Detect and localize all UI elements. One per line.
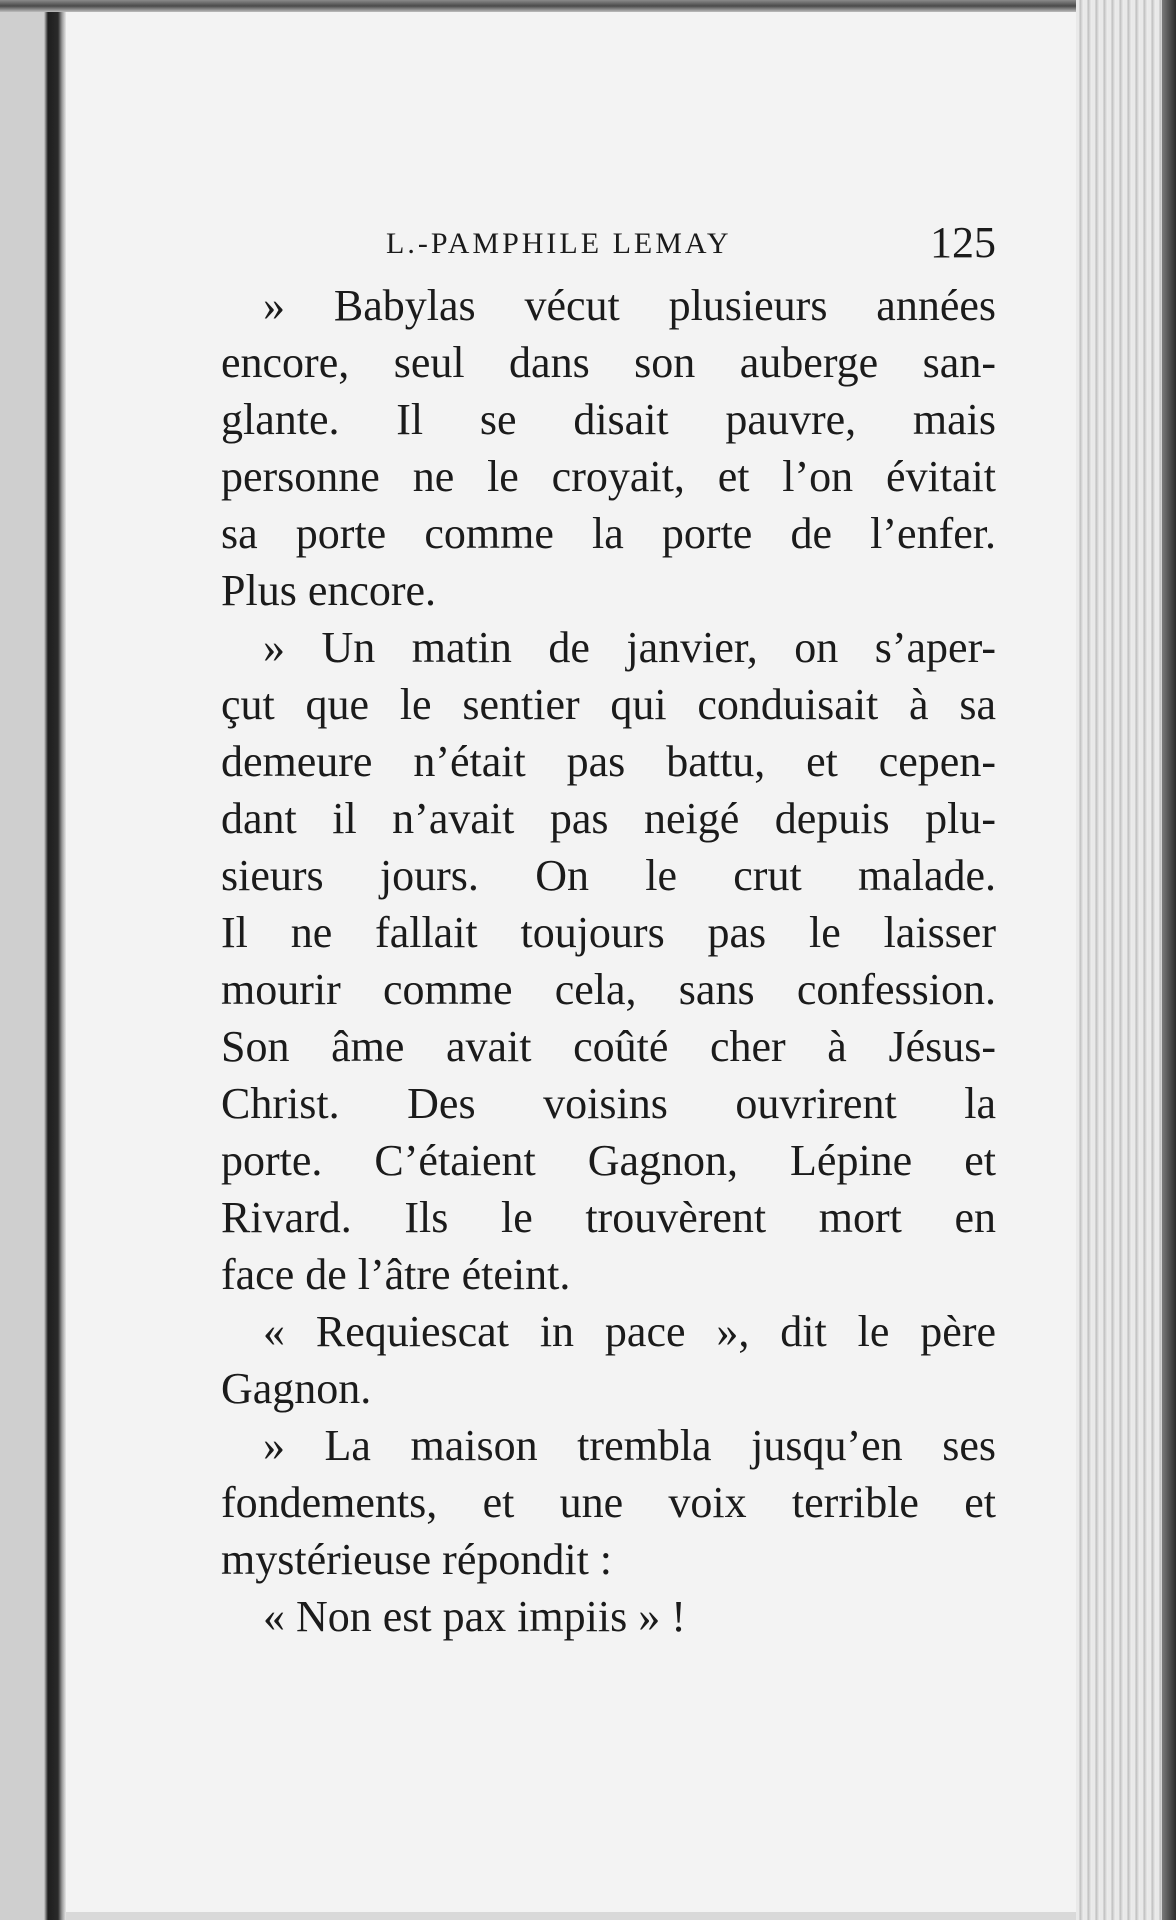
text-line: personne ne le croyait, et l’on évitait [221, 452, 996, 501]
text-line: » La maison trembla jusqu’en ses [263, 1421, 996, 1470]
page-edges-shadow [1162, 0, 1176, 1920]
text-line: Il ne fallait toujours pas le laisser [221, 908, 996, 957]
running-header-author: L.-PAMPHILE LEMAY [386, 227, 732, 260]
paragraph [221, 1588, 996, 1645]
text-line: glante. Il se disait pauvre, mais [221, 395, 996, 444]
text-line: « Requiescat in pace », dit le père [263, 1307, 996, 1356]
text-line: face de l’âtre éteint. [221, 1250, 571, 1299]
book-spine [0, 0, 66, 1920]
text-line: encore, seul dans son auberge san- [221, 338, 996, 387]
text-line: mystérieuse répondit : [221, 1535, 613, 1584]
paragraph [221, 619, 996, 1303]
paragraph [221, 1417, 996, 1588]
text-line: » Babylas vécut plusieurs années [263, 281, 996, 330]
text-line: mourir comme cela, sans confession. [221, 965, 996, 1014]
text-line: fondements, et une voix terrible et [221, 1478, 996, 1527]
text-line: Son âme avait coûté cher à Jésus- [221, 1022, 996, 1071]
text-line: çut que le sentier qui conduisait à sa [221, 680, 996, 729]
page-number: 125 [930, 218, 996, 267]
text-line: Rivard. Ils le trouvèrent mort en [221, 1193, 996, 1242]
text-line: sieurs jours. On le crut malade. [221, 851, 996, 900]
running-header [221, 217, 996, 277]
text-line: demeure n’était pas battu, et cepen- [221, 737, 996, 786]
paragraph [221, 277, 996, 619]
body-text [221, 277, 996, 1645]
text-line: dant il n’avait pas neigé depuis plu- [221, 794, 996, 843]
top-edge [0, 0, 1176, 12]
page-edges [1076, 0, 1176, 1920]
text-line: Plus encore. [221, 566, 437, 615]
text-line: sa porte comme la porte de l’enfer. [221, 509, 996, 558]
book-page [66, 12, 1076, 1912]
text-line: porte. C’étaient Gagnon, Lépine et [221, 1136, 996, 1185]
text-line: » Un matin de janvier, on s’aper- [263, 623, 996, 672]
text-line: Christ. Des voisins ouvrirent la [221, 1079, 996, 1128]
paragraph [221, 1303, 996, 1417]
text-block [221, 217, 996, 1645]
text-line: « Non est pax impiis » ! [263, 1592, 686, 1641]
text-line: Gagnon. [221, 1364, 372, 1413]
